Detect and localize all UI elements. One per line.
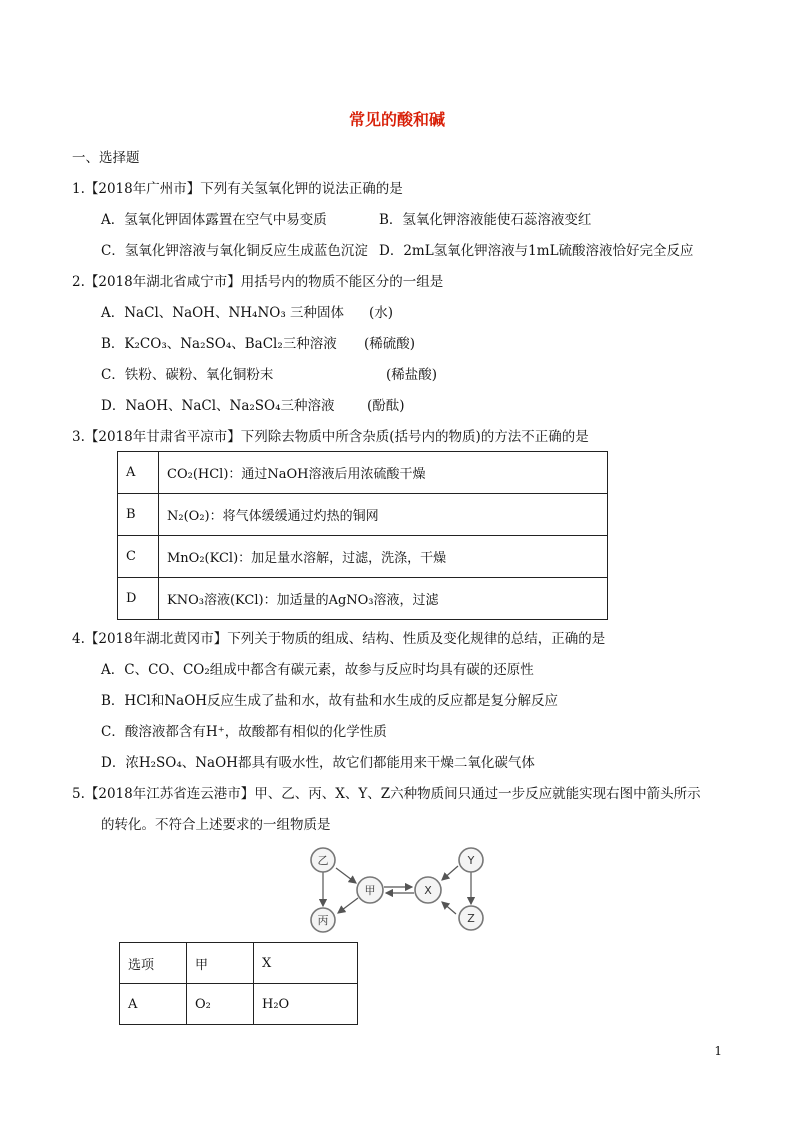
node-x-label: X bbox=[424, 884, 432, 897]
question-4-option-a: A．C、CO、CO₂组成中都含有碳元素，故参与反应时均具有碳的还原性 bbox=[101, 662, 534, 678]
table-cell-option: C bbox=[118, 536, 159, 578]
question-2-option-c: C．铁粉、碳粉、氧化铜粉末 bbox=[101, 367, 274, 383]
question-1-option-c: C．氢氧化钾溶液与氧化铜反应生成蓝色沉淀 bbox=[101, 243, 368, 259]
table-row bbox=[118, 578, 608, 620]
question-4-option-d: D．浓H₂SO₄、NaOH都具有吸水性，故它们都能用来干燥二氧化碳气体 bbox=[101, 755, 535, 771]
question-2-option-a-reagent: (水) bbox=[369, 305, 394, 321]
table-header-option: 选项 bbox=[120, 943, 187, 984]
table-cell-method: MnO₂(KCl)：加足量水溶解，过滤，洗涤，干燥 bbox=[159, 536, 608, 578]
arrow-z-to-x bbox=[442, 902, 456, 914]
question-5-stem-line1: 5.【2018年江苏省连云港市】甲、乙、丙、X、Y、Z六种物质间只通过一步反应就能实现右图中箭头所示 bbox=[72, 786, 701, 802]
table-row bbox=[118, 536, 608, 578]
arrow-jia-to-bing bbox=[338, 898, 358, 913]
table-cell-option: A bbox=[118, 452, 159, 494]
conversion-diagram bbox=[300, 840, 500, 940]
table-cell-option: B bbox=[118, 494, 159, 536]
table-cell-jia: O₂ bbox=[187, 984, 254, 1025]
question-3-stem: 3.【2018年甘肃省平凉市】下列除去物质中所含杂质(括号内的物质)的方法不正确的是 bbox=[72, 429, 589, 445]
question-4-stem: 4.【2018年湖北黄冈市】下列关于物质的组成、结构、性质及变化规律的总结，正确的是 bbox=[72, 631, 606, 647]
question-4-option-c: C．酸溶液都含有H⁺，故酸都有相似的化学性质 bbox=[101, 724, 387, 740]
table-row bbox=[120, 984, 358, 1025]
node-yi-label: 乙 bbox=[317, 854, 329, 867]
arrow-yi-to-jia bbox=[336, 868, 356, 883]
question-1-option-d: D．2mL氢氧化钾溶液与1mL硫酸溶液恰好完全反应 bbox=[379, 243, 694, 259]
question-2-option-d: D．NaOH、NaCl、Na₂SO₄三种溶液 bbox=[101, 398, 335, 414]
node-bing-label: 丙 bbox=[317, 914, 329, 927]
question-2-option-b: B．K₂CO₃、Na₂SO₄、BaCl₂三种溶液 bbox=[101, 336, 337, 352]
table-header-x: X bbox=[254, 943, 358, 984]
question-5-table bbox=[119, 942, 358, 1025]
table-header-row bbox=[120, 943, 358, 984]
question-5-stem-line2: 的转化。不符合上述要求的一组物质是 bbox=[101, 817, 331, 833]
table-cell-x: H₂O bbox=[254, 984, 358, 1025]
node-z-label: Z bbox=[467, 912, 475, 925]
question-2-option-c-reagent: (稀盐酸) bbox=[386, 367, 438, 383]
section-heading: 一、选择题 bbox=[72, 150, 140, 166]
page-title: 常见的酸和碱 bbox=[348, 110, 445, 129]
table-cell-method: CO₂(HCl)：通过NaOH溶液后用浓硫酸干燥 bbox=[159, 452, 608, 494]
question-1-option-a: A．氢氧化钾固体露置在空气中易变质 bbox=[101, 212, 327, 228]
question-2-option-d-reagent: (酚酞) bbox=[367, 398, 405, 414]
question-2-option-b-reagent: (稀硫酸) bbox=[364, 336, 416, 352]
table-row bbox=[118, 452, 608, 494]
question-2-option-a: A．NaCl、NaOH、NH₄NO₃ 三种固体 bbox=[101, 305, 345, 321]
table-row bbox=[118, 494, 608, 536]
question-3-table bbox=[117, 451, 608, 620]
question-1-stem: 1.【2018年广州市】下列有关氢氧化钾的说法正确的是 bbox=[72, 181, 403, 197]
table-cell-option: A bbox=[120, 984, 187, 1025]
arrow-y-to-x bbox=[442, 866, 458, 880]
question-4-option-b: B．HCl和NaOH反应生成了盐和水，故有盐和水生成的反应都是复分解反应 bbox=[101, 693, 559, 709]
question-1-option-b: B．氢氧化钾溶液能使石蕊溶液变红 bbox=[379, 212, 592, 228]
page-number: 1 bbox=[714, 1044, 722, 1058]
table-header-jia: 甲 bbox=[187, 943, 254, 984]
table-cell-option: D bbox=[118, 578, 159, 620]
table-cell-method: N₂(O₂)：将气体缓缓通过灼热的铜网 bbox=[159, 494, 608, 536]
question-2-stem: 2.【2018年湖北省咸宁市】用括号内的物质不能区分的一组是 bbox=[72, 274, 444, 290]
node-jia-label: 甲 bbox=[364, 884, 376, 897]
table-cell-method: KNO₃溶液(KCl)：加适量的AgNO₃溶液，过滤 bbox=[159, 578, 608, 620]
node-y-label: Y bbox=[467, 854, 475, 867]
